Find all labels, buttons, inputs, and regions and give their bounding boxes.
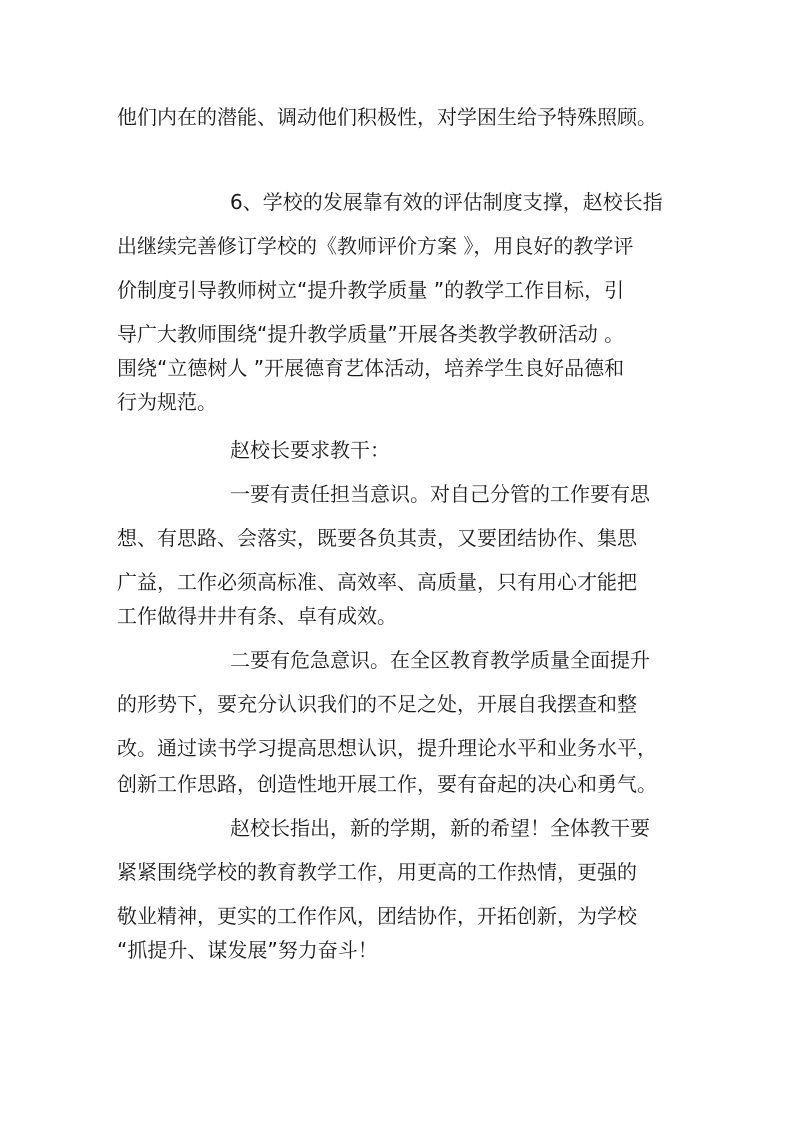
text-line: 行为规范。: [117, 390, 217, 414]
text-line: 创新工作思路，创造性地开展工作，要有奋起的决心和勇气。: [117, 772, 657, 796]
text-line: 价制度引导教师树立“提升教学质量 ”的教学工作目标，引: [117, 278, 625, 302]
text-line: 敬业精神，更实的工作作风，团结协作，开拓创新，为学校: [117, 904, 637, 928]
paragraph-start-line: 赵校长指出，新的学期，新的希望！全体教干要: [230, 816, 650, 840]
text-line: 想、有思路、会落实，既要各负其责，又要团结协作、集思: [117, 526, 637, 550]
text-line: 工作做得井井有条、卓有成效。: [117, 604, 397, 628]
text-line: 导广大教师围绕“提升教学质量”开展各类教学教研活动 。: [117, 322, 625, 346]
text-line: 围绕“立德树人 ”开展德育艺体活动，培养学生良好品德和: [117, 356, 625, 380]
paragraph-start-line: 二要有危急意识。在全区教育教学质量全面提升: [230, 648, 650, 672]
text-line: 紧紧围绕学校的教育教学工作，用更高的工作热情，更强的: [117, 860, 637, 884]
text-line: 他们内在的潜能、调动他们积极性，对学困生给予特殊照顾。: [117, 105, 657, 129]
text-line: 广益，工作必须高标准、高效率、高质量，只有用心才能把: [117, 570, 637, 594]
text-line: 改。通过读书学习提高思想认识，提升理论水平和业务水平，: [117, 736, 657, 760]
text-line: 的形势下，要充分认识我们的不足之处，开展自我摆查和整: [117, 692, 637, 716]
paragraph-start-line: 6、学校的发展靠有效的评估制度支撑，赵校长指: [230, 190, 663, 214]
text-line: 出继续完善修订学校的《教师评价方案 》，用良好的教学评: [117, 234, 634, 258]
paragraph-start-line: 赵校长要求教干：: [230, 438, 390, 462]
paragraph-start-line: 一要有责任担当意识。对自己分管的工作要有思: [230, 482, 650, 506]
text-line: “抓提升、谋发展”努力奋斗！: [117, 938, 378, 962]
